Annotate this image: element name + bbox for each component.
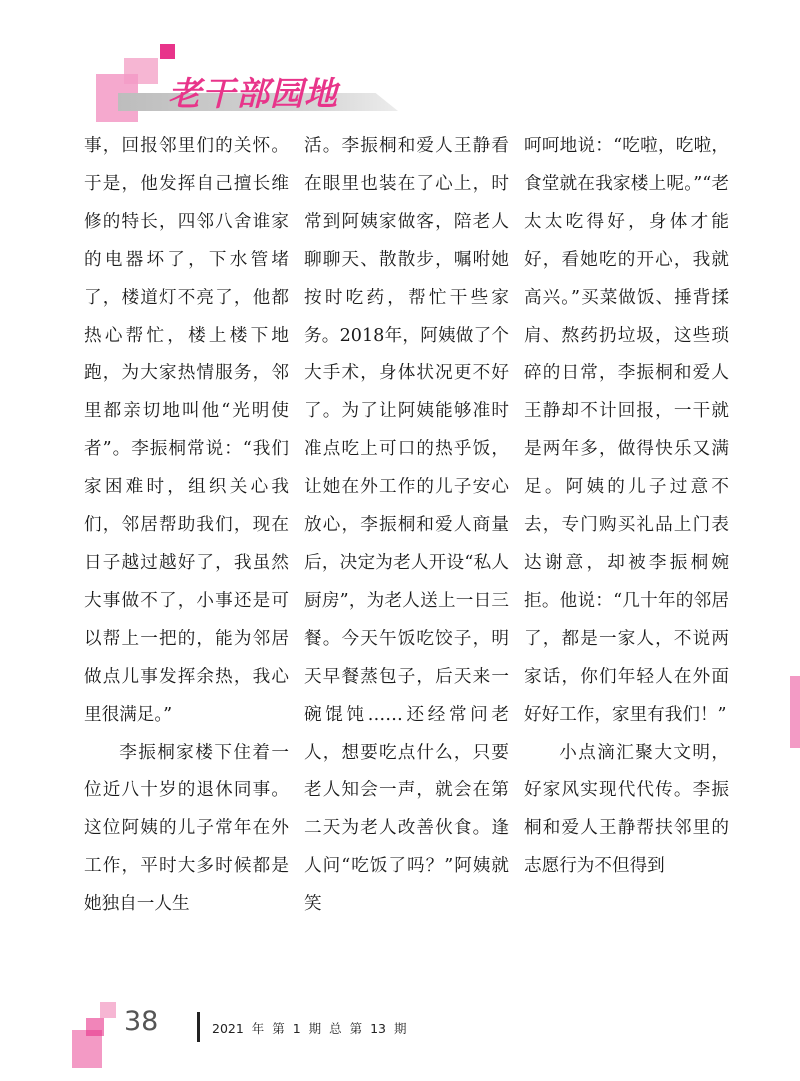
header-decor-square-1 bbox=[160, 44, 175, 59]
column-title: 老干部园地 bbox=[168, 74, 338, 113]
paragraph: 事，回报邻里们的关怀。于是，他发挥自己擅长维修的特长，四邻八舍谁家的电器坏了，下水管堵了，楼道灯不亮了，他都热心帮忙，楼上楼下地跑，为大家热情服务，邻里都亲切地叫他“光明使者”。李振桐常说：“我们家困难时，组织关心我们，邻居帮助我们，现在日子越过越好了，我虽然大事做不了，小事还是可以帮上一把的，能为邻居做点儿事发挥余热，我心里很满足。” bbox=[84, 136, 289, 725]
footer-divider bbox=[197, 1012, 200, 1042]
paragraph: 活。李振桐和爱人王静看在眼里也装在了心上，时常到阿姨家做客，陪老人聊聊天、散散步，嘱咐她按时吃药，帮忙干些家务。2018年，阿姨做了个大手术，身体状况更不好了。为了让阿姨能够准时准点吃上可口的热乎饭，让她在外工作的儿子安心放心，李振桐和爱人商量后，决定为老人开设“私人厨房”，为老人送上一日三餐。今天午饭吃饺子，明天早餐蒸包子，后天来一碗馄饨……还经常问老人，想要吃点什么，只要老人知会一声，就会在第二天为老人改善伙食。逢人问“吃饭了吗？”阿姨就笑 bbox=[304, 136, 509, 915]
section-side-tab bbox=[790, 676, 800, 748]
footer-decor-square-3 bbox=[86, 1018, 104, 1036]
issue-info: 2021 年 第 1 期 总 第 13 期 bbox=[212, 1021, 407, 1036]
text-column-1 bbox=[84, 128, 289, 924]
footer-decor-square-2 bbox=[100, 1002, 116, 1018]
paragraph: 李振桐家楼下住着一位近八十岁的退休同事。这位阿姨的儿子常年在外工作，平时大多时候都是她独自一人生 bbox=[84, 742, 289, 915]
page-number: 38 bbox=[124, 1006, 159, 1037]
text-column-2 bbox=[304, 128, 509, 924]
text-column-3 bbox=[524, 128, 729, 886]
paragraph: 小点滴汇聚大文明，好家风实现代代传。李振桐和爱人王静帮扶邻里的志愿行为不但得到 bbox=[524, 742, 729, 877]
paragraph: 呵呵地说：“吃啦，吃啦，食堂就在我家楼上呢。”“老太太吃得好，身体才能好，看她吃的开心，我就高兴。”买菜做饭、捶背揉肩、熬药扔垃圾，这些琐碎的日常，李振桐和爱人王静却不计回报，一干就是两年多，做得快乐又满足。阿姨的儿子过意不去，专门购买礼品上门表达谢意，却被李振桐婉拒。他说：“几十年的邻居了，都是一家人，不说两家话，你们年轻人在外面好好工作，家里有我们！” bbox=[524, 136, 729, 725]
